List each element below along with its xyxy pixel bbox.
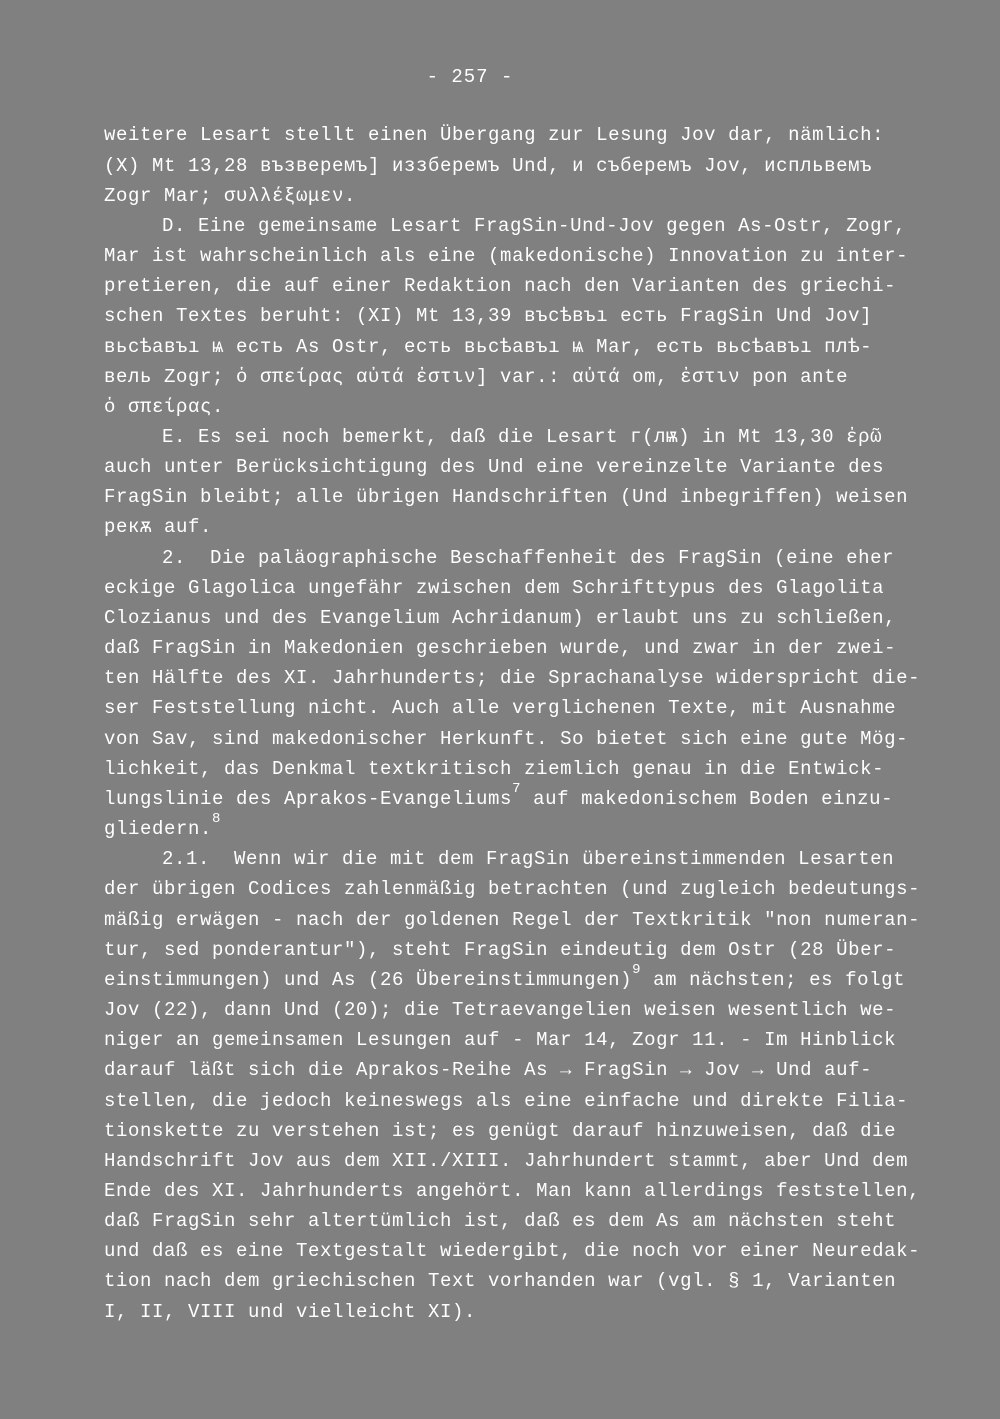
- text-line-with-footnote: [104, 962, 906, 991]
- text-segment: am nächsten; es folgt: [641, 969, 906, 991]
- text-line: I, II, VIII und vielleicht XI).: [104, 1301, 477, 1323]
- text-line: FragSin bleibt; alle übrigen Handschriften (Und inbegriffen) weisen: [104, 486, 909, 508]
- paragraph-d-start: D. Eine gemeinsame Lesart FragSin-Und-Jov gegen As-Ostr, Zogr,: [162, 215, 907, 237]
- text-line: tion nach dem griechischen Text vorhanden war (vgl. § 1, Varianten: [104, 1270, 897, 1292]
- text-line: ser Feststellung nicht. Auch alle verglichenen Texte, mit Ausnahme: [104, 697, 897, 719]
- page-number: - 257 -: [426, 66, 514, 88]
- footnote-marker: 8: [212, 811, 222, 827]
- text-line: Zogr Mar; συλλέξωμεν.: [104, 185, 357, 207]
- text-line: auch unter Berücksichtigung des Und eine vereinzelte Variante des: [104, 456, 885, 478]
- text-line: рекѫ auf.: [104, 516, 213, 538]
- text-line: schen Textes beruht: (XI) Mt 13,39 въсѣвъı есть FragSin Und Jov]: [104, 305, 873, 327]
- text-line: weitere Lesart stellt einen Übergang zur Lesung Jov dar, nämlich:: [104, 124, 885, 146]
- text-line: Mar ist wahrscheinlich als eine (makedonische) Innovation zu inter-: [104, 245, 909, 267]
- paragraph-e-start: E. Es sei noch bemerkt, daß die Lesart г(лѭ) in Mt 13,30 ἐρῶ: [162, 426, 883, 448]
- text-line: niger an gemeinsamen Lesungen auf - Mar 14, Zogr 11. - Im Hinblick: [104, 1029, 897, 1051]
- text-line: Handschrift Jov aus dem XII./XIII. Jahrhundert stammt, aber Und dem: [104, 1150, 909, 1172]
- text-line: lichkeit, das Denkmal textkritisch ziemlich genau in die Entwick-: [104, 758, 885, 780]
- text-line: und daß es eine Textgestalt wiedergibt, die noch vor einer Neuredak-: [104, 1240, 921, 1262]
- text-line: ὁ σπείρας.: [104, 396, 225, 418]
- text-line: darauf läßt sich die Aprakos-Reihe As → FragSin → Jov → Und auf-: [104, 1059, 873, 1081]
- text-line: ten Hälfte des XI. Jahrhunderts; die Sprachanalyse widerspricht die-: [104, 667, 921, 689]
- text-line: (X) Mt 13,28 възверемъ] иззберемъ Und, и съберемъ Jov, испльвемъ: [104, 155, 873, 177]
- text-line: daß FragSin in Makedonien geschrieben wurde, und zwar in der zwei-: [104, 637, 897, 659]
- text-line: stellen, die jedoch keineswegs als eine einfache und direkte Filia-: [104, 1090, 909, 1112]
- footnote-marker: 9: [632, 962, 642, 978]
- text-segment: einstimmungen) und As (26 Übereinstimmungen): [104, 969, 633, 991]
- text-line: вель Zogr; ὁ σπείρας αὐτά ἐστιν] var.: αὐτά om, ἐστιν pon ante: [104, 366, 849, 388]
- text-line: der übrigen Codices zahlenmäßig betrachten (und zugleich bedeutungs-: [104, 878, 921, 900]
- text-line: pretieren, die auf einer Redaktion nach den Varianten des griechi-: [104, 275, 897, 297]
- text-line: Jov (22), dann Und (20); die Tetraevangelien weisen wesentlich we-: [104, 999, 897, 1021]
- text-line: mäßig erwägen - nach der goldenen Regel der Textkritik "non numeran-: [104, 909, 921, 931]
- text-line-with-footnote: [104, 781, 894, 810]
- text-segment: gliedern.: [104, 818, 213, 840]
- text-line-with-footnote: [104, 811, 222, 840]
- text-line: von Sav, sind makedonischer Herkunft. So bietet sich eine gute Mög-: [104, 728, 909, 750]
- text-segment: lungslinie des Aprakos-Evangeliums: [104, 788, 513, 810]
- text-line: tur, sed ponderantur"), steht FragSin eindeutig dem Ostr (28 Über-: [104, 939, 897, 961]
- text-line: вьсѣавъı ѩ есть As Ostr, есть вьсѣавъı ѩ Mar, есть вьсѣавъı плѣ-: [104, 336, 873, 358]
- text-line: Clozianus und des Evangelium Achridanum) erlaubt uns zu schließen,: [104, 607, 897, 629]
- footnote-marker: 7: [512, 781, 522, 797]
- section-2-1-start: 2.1. Wenn wir die mit dem FragSin übereinstimmenden Lesarten: [162, 848, 895, 870]
- text-segment: auf makedonischem Boden einzu-: [521, 788, 894, 810]
- text-line: tionskette zu verstehen ist; es genügt darauf hinzuweisen, daß die: [104, 1120, 897, 1142]
- section-2-start: 2. Die paläographische Beschaffenheit des FragSin (eine eher: [162, 547, 895, 569]
- text-line: Ende des XI. Jahrhunderts angehört. Man kann allerdings feststellen,: [104, 1180, 921, 1202]
- text-line: eckige Glagolica ungefähr zwischen dem Schrifttypus des Glagolita: [104, 577, 885, 599]
- text-line: daß FragSin sehr altertümlich ist, daß es dem As am nächsten steht: [104, 1210, 897, 1232]
